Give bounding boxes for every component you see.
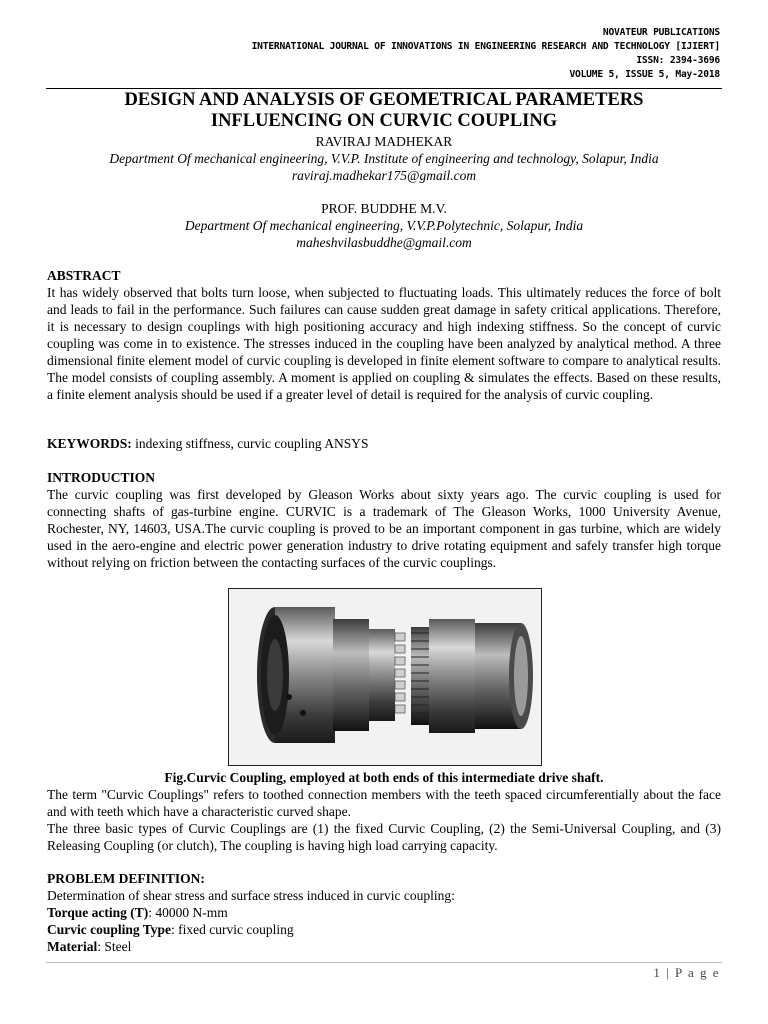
author-affiliation-2: Department Of mechanical engineering, V.V.P.Polytechnic, Solapur, India — [184, 218, 584, 233]
curvic-coupling-figure — [228, 588, 542, 766]
abstract-heading: ABSTRACT — [47, 268, 121, 283]
header-divider — [46, 88, 722, 89]
journal-name: INTERNATIONAL JOURNAL OF INNOVATIONS IN ENGINEERING RESEARCH AND TECHNOLOGY [IJIERT] — [251, 41, 720, 52]
page-number: 1 | P a g e — [653, 965, 720, 980]
author-name-1: RAVIRAJ MADHEKAR — [315, 134, 453, 149]
coupling-type-value: : fixed curvic coupling — [171, 922, 294, 937]
coupling-types-text: The three basic types of Curvic Couplings are (1) the fixed Curvic Coupling, (2) the Semi-Universal Coupling, and (3) Releasing Coupling (or clutch), The coupling is having high load carrying capacity. — [47, 821, 721, 853]
curvic-definition-text: The term "Curvic Couplings" refers to toothed connection members with the teeth spaced circumferentially about the face and with teeth which have a characteristic curved shape. — [47, 787, 721, 819]
author-name-2: PROF. BUDDHE M.V. — [321, 201, 447, 216]
title-line-1: DESIGN AND ANALYSIS OF GEOMETRICAL PARAMETERS — [124, 90, 644, 110]
figure-caption: Fig.Curvic Coupling, employed at both ends of this intermediate drive shaft. — [164, 770, 604, 785]
author-email-1: raviraj.madhekar175@gmail.com — [291, 168, 477, 183]
keywords-text: indexing stiffness, curvic coupling ANSYS — [131, 436, 369, 451]
keywords-label: KEYWORDS: — [47, 436, 132, 451]
author-affiliation-1: Department Of mechanical engineering, V.V.P. Institute of engineering and technology, Solapur, India — [109, 151, 659, 166]
problem-definition-heading: PROBLEM DEFINITION: — [47, 871, 205, 886]
curvic-coupling-photo — [229, 589, 541, 765]
coupling-type-label: Curvic coupling Type — [47, 922, 172, 937]
coupling-type-line — [47, 921, 721, 938]
introduction-text: The curvic coupling was first developed by Gleason Works about sixty years ago. The curvic coupling is used for connecting shafts of gas-turbine engine. CURVIC is a trademark of The Gleason Works, 1000 University Avenue, Rochester, NY, 14603, USA.The curvic coupling is proved to be an important component in gas turbine, which are widely used in the aero-engine and electric power generation industry to drive rotating equipment and safely transfer high torque without relying on friction between the contacting surfaces of the curvic couplings. — [47, 487, 721, 570]
title-line-2: INFLUENCING ON CURVIC COUPLING — [210, 111, 558, 131]
material-value: : Steel — [97, 939, 132, 954]
material-line — [47, 938, 721, 955]
paper-title — [40, 90, 728, 132]
introduction-heading: INTRODUCTION — [47, 470, 156, 485]
keywords-line — [47, 435, 721, 452]
footer-divider — [46, 962, 722, 963]
torque-line — [47, 904, 721, 921]
abstract-text: It has widely observed that bolts turn loose, when subjected to fluctuating loads. This ultimately reduces the force of bolt and leads to fail in the performance. Such failures can cause sudden great damage in safety critical applications. Therefore, it is necessary to design couplings with high positioning accuracy and high indexing stiffness. So the concept of curvic coupling was come in to existence. The stresses induced in the coupling have been analyzed by analytical method. A three dimensional finite element model of curvic coupling is developed in finite element software to compare to analytical results. The model consists of coupling assembly. A moment is applied on coupling & simulates the effects. Based on these results, a finite element analysis should be used if a greater level of detail is required for the analysis of curvic coupling. — [47, 285, 721, 402]
volume-issue: VOLUME 5, ISSUE 5, May-2018 — [569, 69, 720, 80]
torque-label: Torque acting (T) — [47, 905, 149, 920]
issn: ISSN: 2394-3696 — [636, 55, 720, 66]
material-label: Material — [47, 939, 98, 954]
author-email-2: maheshvilasbuddhe@gmail.com — [296, 235, 472, 250]
publisher-name: NOVATEUR PUBLICATIONS — [602, 27, 720, 38]
problem-intro: Determination of shear stress and surface stress induced in curvic coupling: — [47, 888, 455, 903]
journal-header — [252, 26, 720, 82]
torque-value: : 40000 N-mm — [148, 905, 228, 920]
